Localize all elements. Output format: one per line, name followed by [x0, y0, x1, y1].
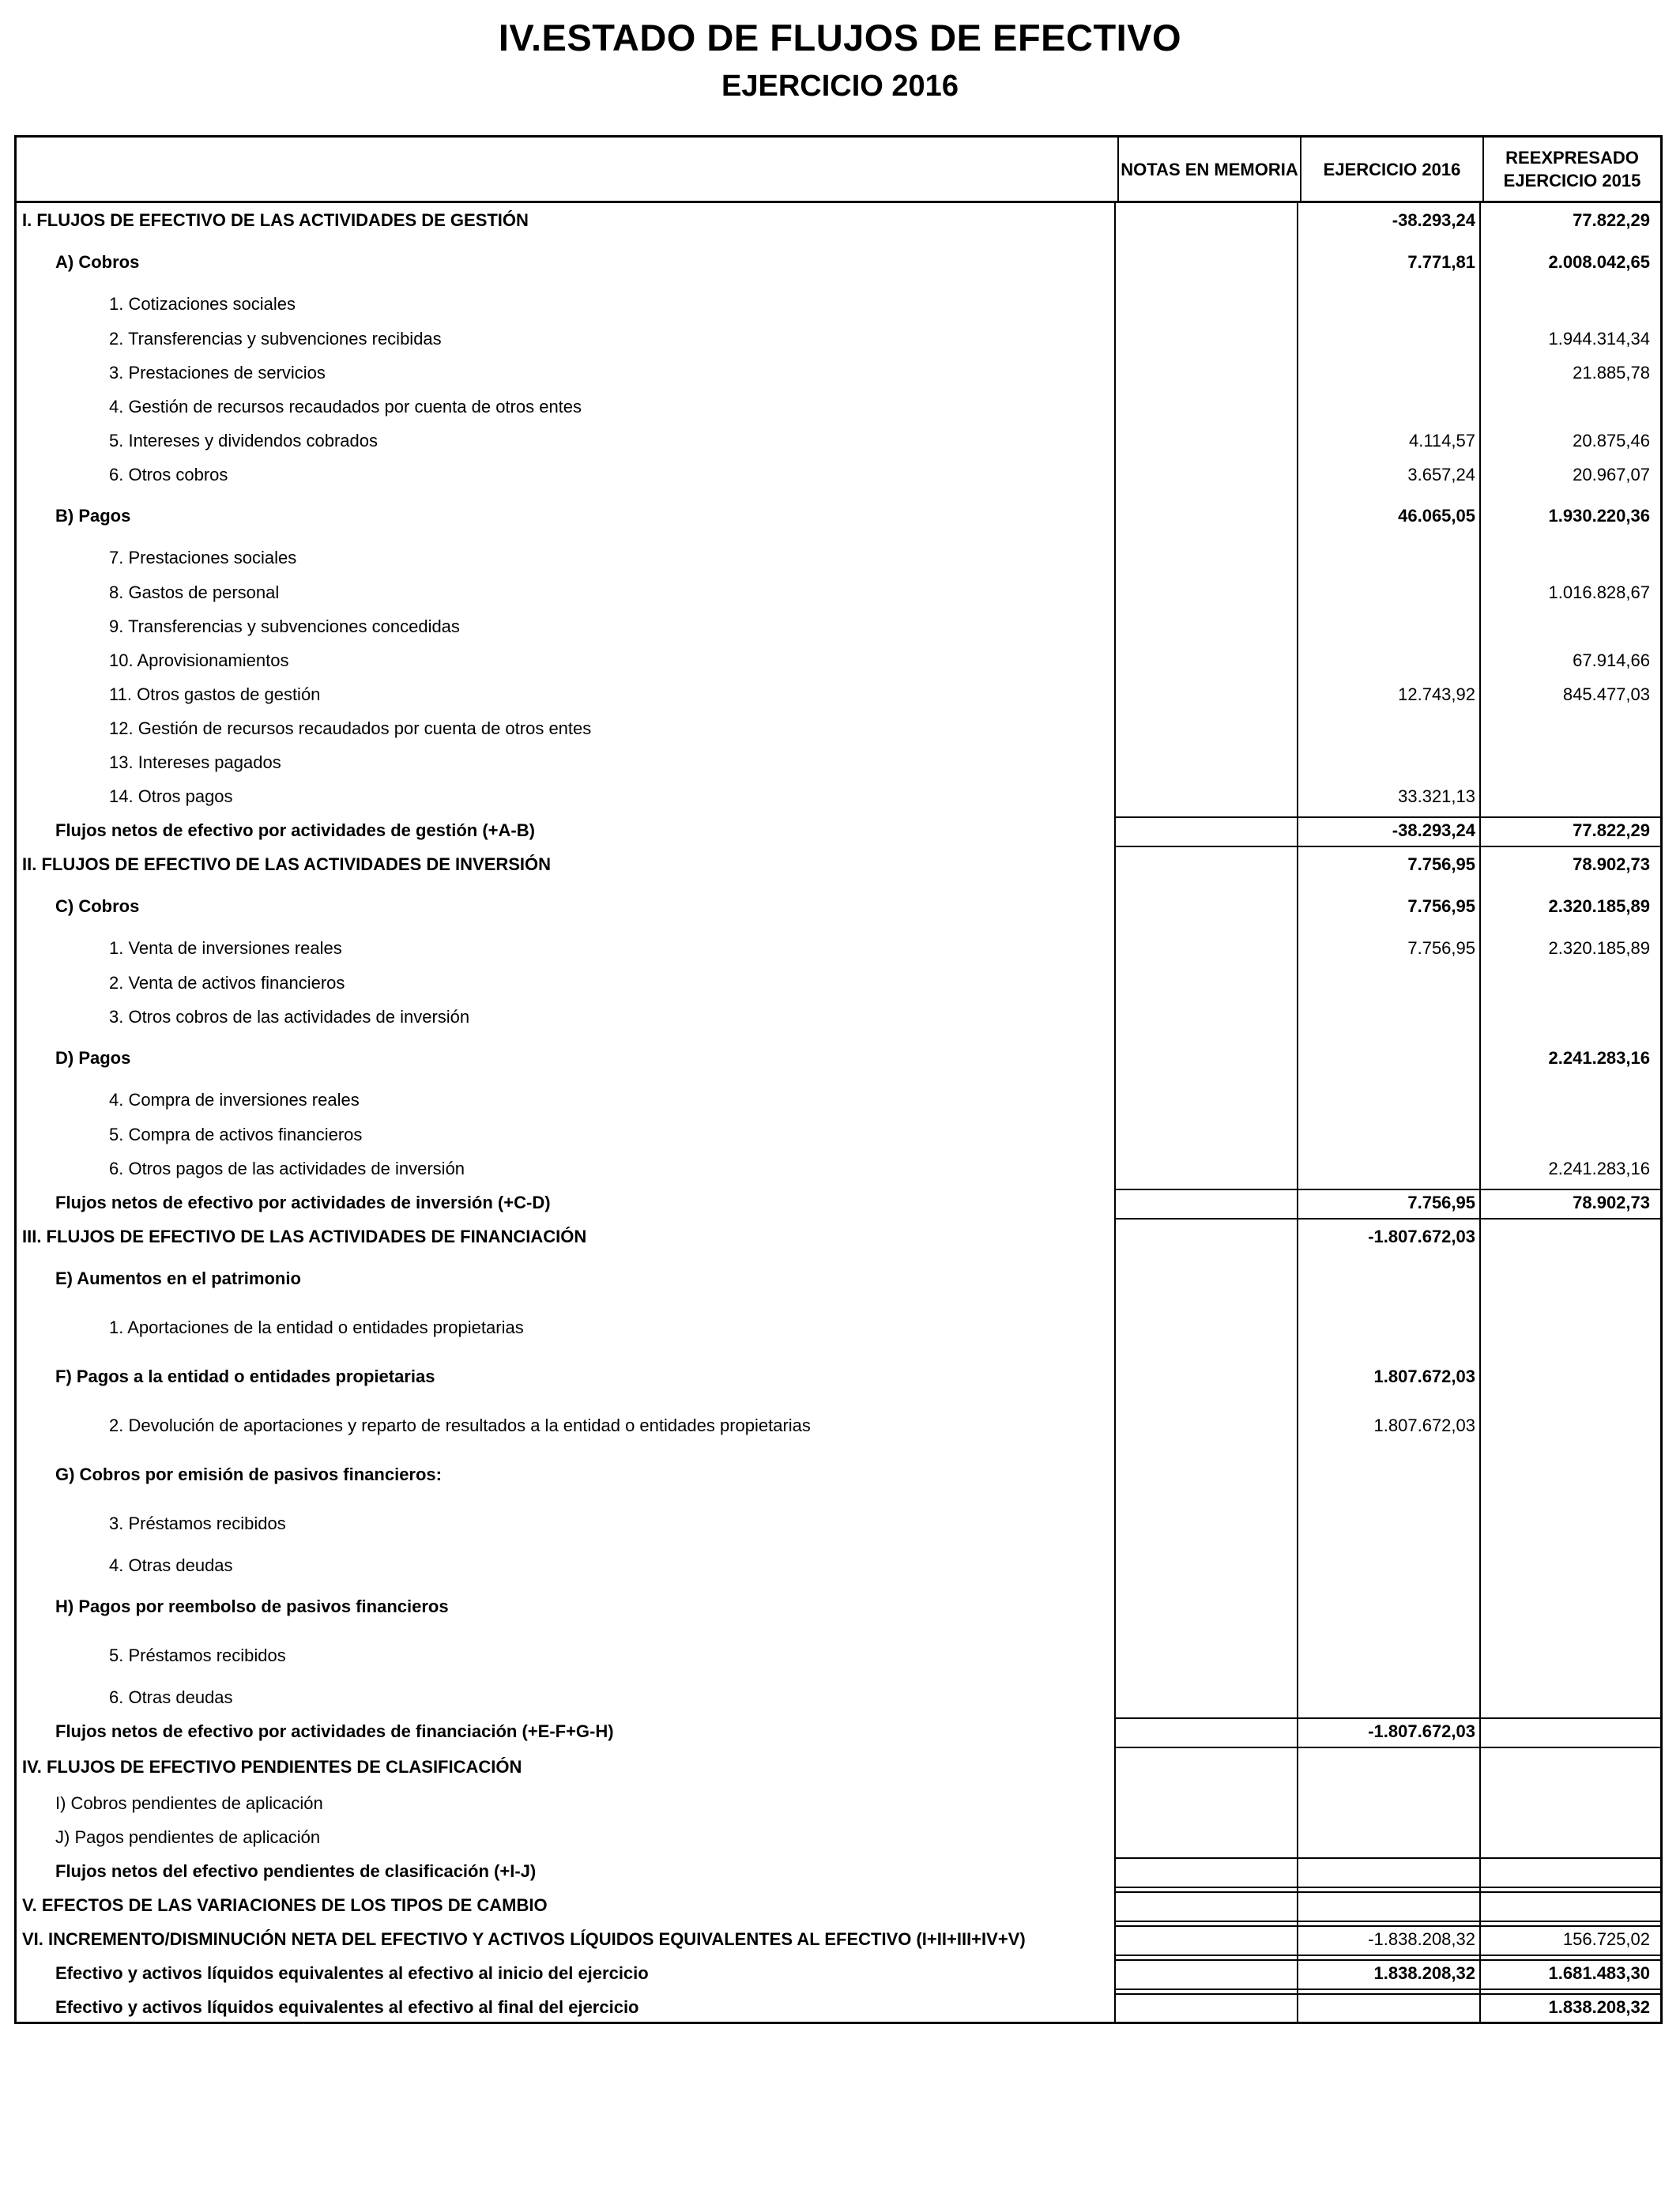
row-label: VI. INCREMENTO/DISMINUCIÓN NETA DEL EFECTIVO Y ACTIVOS LÍQUIDOS EQUIVALENTES AL EFECTIVO (I+II+III+IV+V) — [22, 1928, 1026, 1949]
row-notes — [1115, 492, 1298, 541]
row-divider — [1115, 816, 1663, 818]
row-value-2015 — [1480, 1888, 1658, 1922]
row-divider — [1115, 1891, 1663, 1893]
row-notes — [1115, 1714, 1298, 1748]
table-row — [14, 1714, 1663, 1748]
row-value-2015: 1.016.828,67 — [1548, 582, 1650, 602]
header-current-year: EJERCICIO 2016 — [1300, 138, 1482, 201]
row-value-2016 — [1298, 1083, 1480, 1118]
row-value-2016 — [1298, 356, 1480, 390]
row-label: Efectivo y activos líquidos equivalentes al efectivo al inicio del ejercicio — [55, 1962, 649, 1983]
row-value-2016 — [1298, 1748, 1480, 1786]
row-label: I) Cobros pendientes de aplicación — [55, 1793, 323, 1813]
row-label: E) Aumentos en el patrimonio — [55, 1269, 301, 1288]
row-notes — [1115, 813, 1298, 847]
row-notes — [1115, 745, 1298, 779]
row-notes — [1115, 390, 1298, 424]
table-row — [14, 882, 1663, 931]
row-value-2016: 7.756,95 — [1407, 1192, 1475, 1212]
row-label: 12. Gestión de recursos recaudados por cuenta de otros entes — [109, 718, 592, 738]
row-label: 13. Intereses pagados — [109, 752, 281, 772]
row-value-2015 — [1480, 1820, 1658, 1854]
row-value-2016: 4.114,57 — [1408, 430, 1475, 450]
row-notes — [1115, 424, 1298, 458]
table-row — [14, 966, 1663, 1000]
row-value-2015 — [1480, 711, 1658, 745]
table-row — [14, 1034, 1663, 1083]
table-row — [14, 779, 1663, 813]
row-notes — [1115, 575, 1298, 609]
row-label: 1. Cotizaciones sociales — [109, 294, 296, 314]
row-value-2016 — [1298, 1118, 1480, 1152]
row-notes — [1115, 711, 1298, 745]
row-label: V. EFECTOS DE LAS VARIACIONES DE LOS TIPOS DE CAMBIO — [22, 1894, 548, 1915]
table-row — [14, 643, 1663, 677]
row-notes — [1115, 322, 1298, 356]
table-row — [14, 609, 1663, 643]
row-value-2016: 46.065,05 — [1398, 506, 1475, 526]
row-divider — [1115, 1857, 1663, 1859]
row-label: 1. Venta de inversiones reales — [109, 938, 342, 958]
page-title: IV.ESTADO DE FLUJOS DE EFECTIVO — [498, 17, 1182, 58]
table-row — [14, 492, 1663, 541]
table-row — [14, 1631, 1663, 1680]
table-row — [14, 322, 1663, 356]
row-notes — [1115, 1352, 1298, 1401]
row-notes — [1115, 1854, 1298, 1888]
table-row — [14, 931, 1663, 966]
row-notes — [1115, 1303, 1298, 1352]
table-row — [14, 1922, 1663, 1956]
row-notes — [1115, 1186, 1298, 1220]
table-row — [14, 1786, 1663, 1820]
table-row — [14, 1450, 1663, 1499]
row-value-2016 — [1298, 1499, 1480, 1548]
row-notes — [1115, 1820, 1298, 1854]
table-row — [14, 1083, 1663, 1118]
row-notes — [1115, 238, 1298, 287]
header-concept — [17, 138, 1117, 201]
table-row — [14, 711, 1663, 745]
table-row — [14, 1352, 1663, 1401]
row-value-2015: 20.967,07 — [1573, 464, 1650, 484]
row-label: H) Pagos por reembolso de pasivos financieros — [55, 1596, 449, 1616]
row-value-2015 — [1480, 1254, 1658, 1303]
row-value-2015: 1.930.220,36 — [1548, 506, 1650, 526]
column-divider — [1297, 203, 1298, 2024]
row-notes — [1115, 882, 1298, 931]
row-label: 6. Otras deudas — [109, 1687, 233, 1707]
row-value-2016 — [1298, 1000, 1480, 1034]
row-value-2015: 21.885,78 — [1573, 362, 1650, 383]
table-row — [14, 424, 1663, 458]
row-notes — [1115, 847, 1298, 882]
table-row — [14, 1680, 1663, 1714]
row-label: II. FLUJOS DE EFECTIVO DE LAS ACTIVIDADES DE INVERSIÓN — [22, 854, 552, 874]
table-row — [14, 1303, 1663, 1352]
table-row — [14, 1186, 1663, 1220]
table-row — [14, 1548, 1663, 1582]
table-row — [14, 1152, 1663, 1186]
row-value-2016 — [1298, 575, 1480, 609]
table-row — [14, 390, 1663, 424]
table-row — [14, 287, 1663, 322]
row-label: 3. Prestaciones de servicios — [109, 362, 326, 383]
row-label: A) Cobros — [55, 252, 140, 272]
row-value-2015: 20.875,46 — [1573, 430, 1650, 450]
row-value-2015 — [1480, 609, 1658, 643]
row-value-2015 — [1480, 1000, 1658, 1034]
row-notes — [1115, 1083, 1298, 1118]
row-value-2015 — [1480, 541, 1658, 575]
row-value-2016 — [1298, 322, 1480, 356]
row-notes — [1115, 1956, 1298, 1990]
row-value-2016 — [1298, 1582, 1480, 1631]
table-row — [14, 1990, 1663, 2024]
row-value-2016 — [1298, 541, 1480, 575]
row-value-2015 — [1480, 1401, 1658, 1450]
row-value-2015: 77.822,29 — [1573, 820, 1650, 840]
row-notes — [1115, 287, 1298, 322]
row-value-2015 — [1480, 390, 1658, 424]
row-notes — [1115, 1990, 1298, 2024]
cash-flow-table — [14, 135, 1663, 2024]
row-value-2016: 7.756,95 — [1407, 854, 1475, 874]
row-value-2015 — [1480, 1083, 1658, 1118]
row-notes — [1115, 1582, 1298, 1631]
row-label: C) Cobros — [55, 896, 140, 916]
row-label: 2. Transferencias y subvenciones recibidas — [109, 328, 442, 349]
row-label: 2. Venta de activos financieros — [109, 972, 345, 993]
row-label: 3. Otros cobros de las actividades de inversión — [109, 1006, 470, 1027]
row-label: Flujos netos de efectivo por actividades de gestión (+A-B) — [55, 820, 535, 840]
row-label: 4. Otras deudas — [109, 1555, 233, 1575]
row-value-2015 — [1480, 1714, 1658, 1748]
row-notes — [1115, 541, 1298, 575]
row-notes — [1115, 1450, 1298, 1499]
row-value-2015: 1.838.208,32 — [1548, 1996, 1650, 2017]
row-value-2016 — [1298, 1254, 1480, 1303]
row-value-2015 — [1480, 287, 1658, 322]
row-value-2015: 2.320.185,89 — [1548, 938, 1650, 958]
row-notes — [1115, 203, 1298, 238]
table-row — [14, 745, 1663, 779]
row-label: I. FLUJOS DE EFECTIVO DE LAS ACTIVIDADES DE GESTIÓN — [22, 210, 529, 230]
table-row — [14, 575, 1663, 609]
row-notes — [1115, 1034, 1298, 1083]
row-notes — [1115, 966, 1298, 1000]
row-value-2015 — [1480, 1220, 1658, 1254]
row-notes — [1115, 643, 1298, 677]
table-row — [14, 1748, 1663, 1786]
row-value-2016: -38.293,24 — [1392, 820, 1475, 840]
row-label: 4. Compra de inversiones reales — [109, 1090, 360, 1110]
row-label: J) Pagos pendientes de aplicación — [55, 1826, 321, 1847]
row-notes — [1115, 1220, 1298, 1254]
table-row — [14, 1820, 1663, 1854]
row-value-2015 — [1480, 1582, 1658, 1631]
table-header — [14, 135, 1663, 203]
row-notes — [1115, 1631, 1298, 1680]
row-notes — [1115, 609, 1298, 643]
row-label: 14. Otros pagos — [109, 786, 233, 806]
row-value-2016 — [1298, 1631, 1480, 1680]
table-row — [14, 1254, 1663, 1303]
table-row — [14, 203, 1663, 238]
row-divider — [1115, 1993, 1663, 1995]
row-value-2015 — [1480, 1854, 1658, 1888]
row-divider — [1115, 1959, 1663, 1961]
row-label: 8. Gastos de personal — [109, 582, 280, 602]
row-notes — [1115, 1786, 1298, 1820]
table-row — [14, 1582, 1663, 1631]
row-notes — [1115, 1922, 1298, 1956]
table-row — [14, 356, 1663, 390]
row-label: 7. Prestaciones sociales — [109, 548, 297, 567]
row-label: 5. Préstamos recibidos — [109, 1646, 286, 1665]
row-value-2016: -38.293,24 — [1392, 210, 1475, 230]
table-row — [14, 1000, 1663, 1034]
row-value-2016: 7.771,81 — [1407, 252, 1475, 272]
row-label: F) Pagos a la entidad o entidades propietarias — [55, 1367, 435, 1386]
row-label: 2. Devolución de aportaciones y reparto de resultados a la entidad o entidades propietarias — [109, 1416, 811, 1435]
row-notes — [1115, 1680, 1298, 1714]
row-value-2015 — [1480, 779, 1658, 813]
header-notes: NOTAS EN MEMORIA — [1117, 138, 1300, 201]
row-notes — [1115, 458, 1298, 492]
row-value-2016: 3.657,24 — [1407, 464, 1475, 484]
row-label: D) Pagos — [55, 1048, 131, 1068]
row-notes — [1115, 1748, 1298, 1786]
row-notes — [1115, 677, 1298, 711]
row-label: III. FLUJOS DE EFECTIVO DE LAS ACTIVIDADES DE FINANCIACIÓN — [22, 1227, 587, 1246]
header-previous-year: REEXPRESADO EJERCICIO 2015 — [1482, 138, 1660, 201]
row-label: Flujos netos del efectivo pendientes de clasificación (+I-J) — [55, 1860, 537, 1881]
row-value-2016 — [1298, 1034, 1480, 1083]
row-value-2015: 845.477,03 — [1562, 684, 1650, 704]
row-value-2016: -1.838.208,32 — [1368, 1928, 1475, 1949]
row-value-2015 — [1480, 1118, 1658, 1152]
table-row — [14, 1220, 1663, 1254]
row-label: 10. Aprovisionamientos — [109, 650, 289, 670]
table-row — [14, 813, 1663, 847]
row-notes — [1115, 356, 1298, 390]
row-label: 6. Otros cobros — [109, 464, 228, 484]
row-value-2015 — [1480, 1748, 1658, 1786]
row-notes — [1115, 1401, 1298, 1450]
row-notes — [1115, 1118, 1298, 1152]
row-divider — [1115, 1189, 1663, 1190]
row-value-2015 — [1480, 1352, 1658, 1401]
table-row — [14, 541, 1663, 575]
row-value-2016 — [1298, 745, 1480, 779]
table-row — [14, 1956, 1663, 1990]
row-label: IV. FLUJOS DE EFECTIVO PENDIENTES DE CLASIFICACIÓN — [22, 1757, 522, 1777]
table-row — [14, 677, 1663, 711]
row-value-2016: 7.756,95 — [1407, 938, 1475, 958]
row-value-2015: 2.241.283,16 — [1548, 1048, 1650, 1068]
table-body — [14, 203, 1663, 2024]
row-value-2016 — [1298, 609, 1480, 643]
row-value-2016: -1.807.672,03 — [1368, 1721, 1475, 1741]
row-label: 5. Compra de activos financieros — [109, 1124, 363, 1144]
row-value-2015: 67.914,66 — [1573, 650, 1650, 670]
row-label: Flujos netos de efectivo por actividades de inversión (+C-D) — [55, 1192, 551, 1212]
table-row — [14, 238, 1663, 287]
row-value-2015 — [1480, 966, 1658, 1000]
row-value-2015: 2.008.042,65 — [1548, 252, 1650, 272]
row-value-2016 — [1298, 1303, 1480, 1352]
row-value-2016: 1.838.208,32 — [1373, 1962, 1475, 1983]
row-notes — [1115, 1888, 1298, 1922]
row-notes — [1115, 1000, 1298, 1034]
row-value-2015: 1.944.314,34 — [1548, 328, 1650, 349]
row-value-2016 — [1298, 643, 1480, 677]
row-value-2016 — [1298, 1820, 1480, 1854]
table-row — [14, 1854, 1663, 1888]
table-row — [14, 1888, 1663, 1922]
row-notes — [1115, 1548, 1298, 1582]
column-divider — [1114, 203, 1116, 2024]
row-value-2015 — [1480, 1786, 1658, 1820]
row-value-2016: 1.807.672,03 — [1373, 1416, 1475, 1435]
row-label: 4. Gestión de recursos recaudados por cuenta de otros entes — [109, 396, 582, 417]
row-value-2016 — [1298, 1450, 1480, 1499]
row-label: B) Pagos — [55, 506, 131, 526]
row-value-2015 — [1480, 1548, 1658, 1582]
row-value-2015 — [1480, 1450, 1658, 1499]
row-value-2015: 2.320.185,89 — [1548, 896, 1650, 916]
row-value-2015 — [1480, 1303, 1658, 1352]
row-notes — [1115, 1499, 1298, 1548]
row-value-2015: 78.902,73 — [1573, 1192, 1650, 1212]
table-row — [14, 458, 1663, 492]
row-value-2016: 1.807.672,03 — [1373, 1367, 1475, 1386]
column-divider — [1479, 203, 1481, 2024]
row-label: Efectivo y activos líquidos equivalentes al efectivo al final del ejercicio — [55, 1996, 639, 2017]
row-value-2016 — [1298, 1548, 1480, 1582]
row-value-2016: 33.321,13 — [1398, 786, 1475, 806]
row-label: 1. Aportaciones de la entidad o entidades propietarias — [109, 1318, 524, 1337]
row-value-2016 — [1298, 1888, 1480, 1922]
row-value-2015: 78.902,73 — [1573, 854, 1650, 874]
row-label: Flujos netos de efectivo por actividades de financiación (+E-F+G-H) — [55, 1721, 614, 1741]
page-subtitle: EJERCICIO 2016 — [721, 70, 959, 103]
table-row — [14, 1118, 1663, 1152]
row-divider — [1115, 2022, 1663, 2024]
row-label: 6. Otros pagos de las actividades de inversión — [109, 1158, 465, 1178]
row-value-2015 — [1480, 1680, 1658, 1714]
row-value-2015: 156.725,02 — [1562, 1928, 1650, 1949]
row-value-2015: 77.822,29 — [1573, 210, 1650, 230]
row-value-2015 — [1480, 1499, 1658, 1548]
table-row — [14, 1401, 1663, 1450]
row-value-2016 — [1298, 711, 1480, 745]
row-value-2015 — [1480, 745, 1658, 779]
row-value-2016 — [1298, 1990, 1480, 2024]
row-value-2015: 1.681.483,30 — [1548, 1962, 1650, 1983]
row-value-2016 — [1298, 1854, 1480, 1888]
row-value-2016: -1.807.672,03 — [1368, 1227, 1475, 1246]
row-value-2015: 2.241.283,16 — [1548, 1158, 1650, 1178]
row-label: 3. Préstamos recibidos — [109, 1514, 286, 1533]
table-row — [14, 1499, 1663, 1548]
row-divider — [1115, 1717, 1663, 1719]
row-value-2016 — [1298, 1680, 1480, 1714]
row-divider — [1115, 1925, 1663, 1927]
row-value-2016 — [1298, 1786, 1480, 1820]
row-label: 9. Transferencias y subvenciones concedidas — [109, 616, 460, 636]
row-label: G) Cobros por emisión de pasivos financieros: — [55, 1465, 442, 1484]
table-row — [14, 847, 1663, 882]
row-label: 5. Intereses y dividendos cobrados — [109, 430, 378, 450]
row-value-2016: 7.756,95 — [1407, 896, 1475, 916]
row-value-2016 — [1298, 287, 1480, 322]
row-notes — [1115, 931, 1298, 966]
row-label: 11. Otros gastos de gestión — [109, 684, 321, 704]
row-value-2016 — [1298, 1152, 1480, 1186]
row-notes — [1115, 1254, 1298, 1303]
row-notes — [1115, 1152, 1298, 1186]
row-value-2016 — [1298, 390, 1480, 424]
row-notes — [1115, 779, 1298, 813]
row-value-2015 — [1480, 1631, 1658, 1680]
row-value-2016 — [1298, 966, 1480, 1000]
row-value-2016: 12.743,92 — [1398, 684, 1475, 704]
